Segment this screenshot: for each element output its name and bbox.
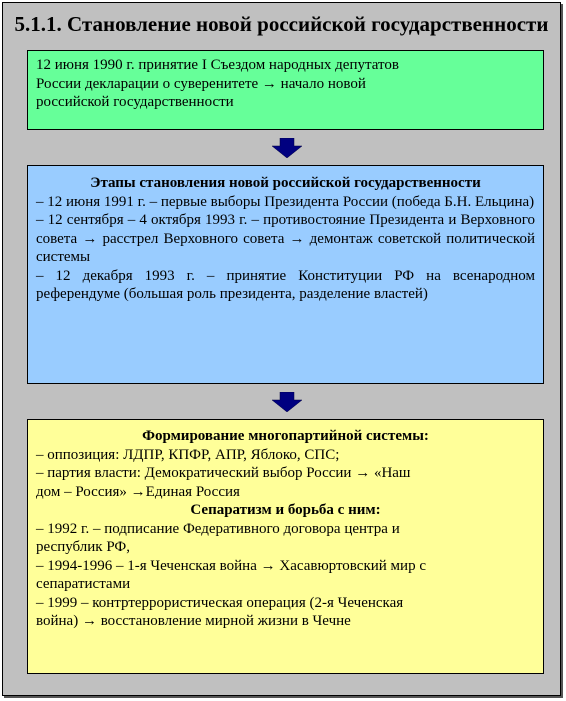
parties-separatism-box	[27, 419, 544, 674]
stage-item: – 12 сентября – 4 октября 1993 г. – противостояние Президента и Верховного совета → расстрел Верховного совета → демонтаж советской политической системы	[36, 212, 535, 265]
separatism-line: сепаратистами	[36, 576, 131, 592]
parties-heading: Формирование многопартийной системы:	[142, 428, 429, 444]
down-arrow-icon	[272, 138, 302, 158]
down-arrow-icon	[272, 392, 302, 412]
separatism-line: – 1994-1996 – 1-я Чеченская война → Хасавюртовский мир с	[36, 557, 426, 574]
box1-line: 12 июня 1990 г. принятие I Съездом народных депутатов	[36, 57, 399, 73]
parties-line: – оппозиция: ЛДПР, КПФР, АПР, Яблоко, СПС;	[36, 446, 340, 463]
stage-item: – 12 июня 1991 г. – первые выборы Президента России (победа Б.Н. Ельцина)	[36, 193, 535, 210]
slide-title: 5.1.1. Становление новой российской государственности	[14, 12, 549, 36]
box1-line: России декларации о суверенитете → начало новой	[36, 75, 366, 92]
separatism-line: республик РФ,	[36, 539, 131, 555]
separatism-line: – 1999 – контртеррористическая операция (2-я Чеченская	[36, 594, 404, 611]
slide-frame	[2, 2, 561, 696]
box1-line: российской государственности	[36, 94, 234, 110]
parties-line: – партия власти: Демократический выбор России → «Наш	[36, 465, 411, 481]
separatism-line: – 1992 г. – подписание Федеративного договора центра и	[36, 520, 400, 537]
stages-heading: Этапы становления новой российской государственности	[90, 175, 481, 191]
separatism-line: война) → восстановление мирной жизни в Чечне	[36, 613, 351, 629]
declaration-box	[27, 50, 544, 130]
stages-box	[27, 165, 544, 384]
separatism-heading: Сепаратизм и борьба с ним:	[190, 502, 381, 518]
stage-item: – 12 декабря 1993 г. – принятие Конституции РФ на всенародном референдуме (большая роль президента, разделение властей)	[36, 267, 535, 302]
parties-line: дом – Россия» →Единая Россия	[36, 483, 240, 500]
